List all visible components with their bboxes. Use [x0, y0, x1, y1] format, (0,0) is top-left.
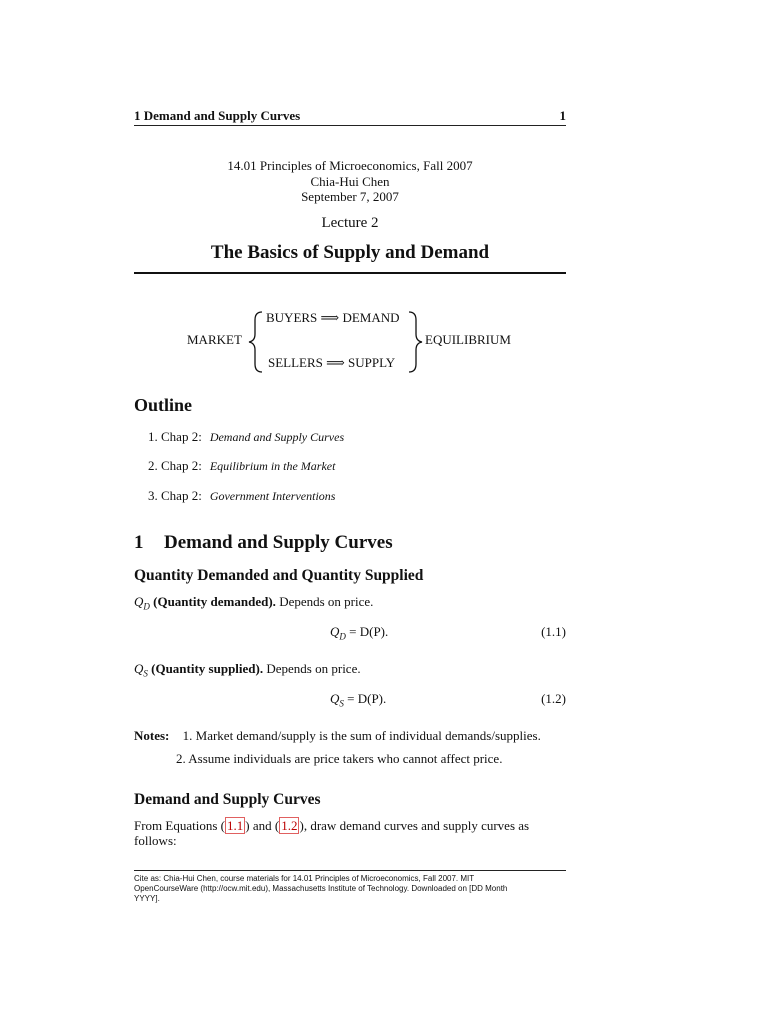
diagram-equilibrium: EQUILIBRIUM: [425, 332, 511, 347]
section-heading: [134, 532, 393, 554]
equation-ref-link[interactable]: 1.2: [281, 818, 298, 833]
notes-label: Notes:: [134, 728, 170, 743]
section-number: 1: [134, 532, 144, 553]
running-head-title: 1 Demand and Supply Curves: [134, 108, 301, 123]
citation-line: OpenCourseWare (http://ocw.mit.edu), Massachusetts Institute of Technology. Downloaded on [DD Month: [134, 884, 508, 893]
course-line: 14.01 Principles of Microeconomics, Fall 2007: [227, 158, 473, 173]
citation-line: Cite as: Chia-Hui Chen, course materials for 14.01 Principles of Microeconomics, Fall 2007. MIT: [134, 874, 475, 883]
page-number: 1: [559, 108, 566, 123]
diagram-buyers: BUYERS: [266, 310, 318, 325]
diagram-demand: DEMAND: [342, 310, 400, 325]
citation-line: YYYY].: [134, 894, 160, 903]
curves-paragraph-line2: follows:: [134, 833, 177, 848]
equation-ref-link[interactable]: 1.1: [227, 818, 244, 833]
outline-heading: Outline: [134, 395, 193, 415]
qs-text: Depends on price.: [266, 661, 361, 676]
title-rule: [134, 272, 566, 274]
left-brace-icon: [246, 310, 266, 374]
diagram-supply: SUPPLY: [348, 355, 396, 370]
equation-label: (1.1): [541, 624, 566, 639]
diagram-sellers: SELLERS: [268, 355, 323, 370]
date-line: September 7, 2007: [301, 189, 399, 204]
qs-symbol: $Q_S$: [134, 661, 148, 679]
qd-definition: [134, 594, 373, 612]
outline-item-label: 1. Chap 2:: [148, 429, 202, 444]
note-item: 2. Assume individuals are price takers who cannot affect price.: [176, 751, 503, 766]
diagram-market: MARKET: [187, 332, 242, 347]
outline-item: [148, 429, 344, 445]
header-rule: [134, 125, 566, 126]
outline-item: [148, 488, 335, 504]
citation-footer: [134, 874, 566, 904]
diagram-sellers-row: [268, 355, 395, 371]
outline-item-topic: Government Interventions: [209, 489, 336, 503]
equation-body: $Q_D = D(P)$.: [330, 624, 389, 642]
qs-term: (Quantity supplied).: [151, 661, 264, 676]
diagram-buyers-row: [266, 310, 400, 326]
subsection-heading-curves: Demand and Supply Curves: [134, 791, 321, 808]
equation-body: $Q_S = D(P)$.: [330, 691, 387, 709]
subsection-heading-quantity: Quantity Demanded and Quantity Supplied: [134, 567, 424, 584]
outline-item-label: 2. Chap 2:: [148, 458, 202, 473]
qd-text: Depends on price.: [279, 594, 374, 609]
equation-label: (1.2): [541, 691, 566, 706]
footer-rule: [134, 870, 566, 871]
outline-item: [148, 458, 335, 474]
running-head: [134, 108, 566, 124]
right-brace-icon: [405, 310, 425, 374]
qd-symbol: $Q_D$: [134, 594, 150, 612]
qs-definition: [134, 661, 361, 679]
implies-arrow-icon: ⟹: [326, 355, 345, 370]
notes: [134, 728, 541, 744]
section-title: Demand and Supply Curves: [164, 532, 393, 553]
outline-item-label: 3. Chap 2:: [148, 488, 202, 503]
qd-term: (Quantity demanded).: [153, 594, 276, 609]
lecture-label: Lecture 2: [321, 215, 379, 231]
page-title: The Basics of Supply and Demand: [210, 242, 490, 263]
implies-arrow-icon: ⟹: [320, 310, 340, 325]
outline-item-topic: Demand and Supply Curves: [209, 430, 345, 444]
curves-paragraph: From Equations ( 1.1 ) and ( 1.2 ), draw demand curves and supply curves as: [134, 818, 530, 833]
outline-item-topic: Equilibrium in the Market: [209, 459, 336, 473]
author-line: Chia-Hui Chen: [310, 174, 390, 189]
note-item: 1. Market demand/supply is the sum of individual demands/supplies.: [182, 728, 541, 743]
